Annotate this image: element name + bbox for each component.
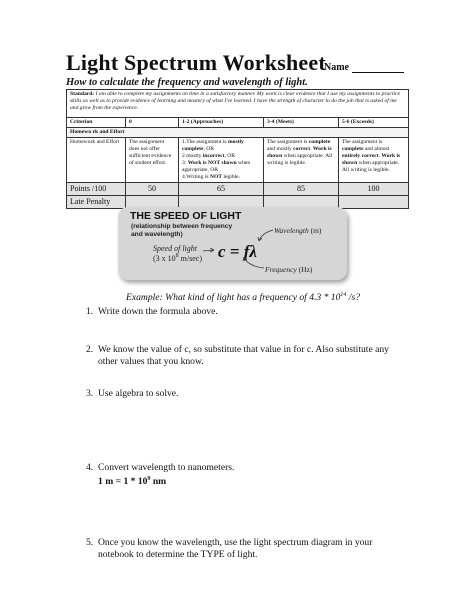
step-4-text: Convert wavelength to nanometers. <box>98 462 235 473</box>
step-1-number: 1. <box>86 306 94 317</box>
header-level-1-2: 1-2 (Approaches) <box>179 118 264 128</box>
header-row <box>67 118 409 128</box>
level-0-cell: The assignment does not offer sufficient evidence of student effort. <box>126 138 179 183</box>
step-5-number: 5. <box>86 537 94 548</box>
section-row <box>67 128 409 138</box>
standard-text: I am able to complete my assignments on time in a satisfactory manner. My work is clear evidence that I use my assignments to practice skills as well as to provide evidence of learning and mastery of what I've learned. I have the strength of character to do the job that is asked of me and grow from the experience. <box>70 91 400 112</box>
speed-of-light-title: THE SPEED OF LIGHT <box>130 210 242 222</box>
formula: c = fλ <box>218 242 257 261</box>
speed-of-light-subtitle: (relationship between frequency and wavelength) <box>131 223 233 238</box>
level-5-6-cell: The assignment is complete and almost entirely correct. Work is shown when appropriate. All writing is legible. <box>339 138 409 183</box>
frequency-label: Frequency (Hz) <box>265 265 313 274</box>
step-3-text: Use algebra to solve. <box>98 388 179 399</box>
criterion-cell: Homework and Effort <box>67 138 126 183</box>
wavelength-label: Wavelength (m) <box>274 226 322 235</box>
points-level-3-4: 85 <box>264 183 339 196</box>
step-2-number: 2. <box>86 344 94 355</box>
step-1-text: Write down the formula above. <box>98 306 218 317</box>
conversion-formula: 1 $m = 1 * 10^9$ nm <box>98 476 167 487</box>
page-subtitle: How to calculate the frequency and wavelength of light. <box>66 77 308 88</box>
speed-of-light-label: Speed of light <box>153 244 197 253</box>
rubric-table <box>66 89 409 209</box>
late-penalty-label: Late Penalty <box>67 196 126 209</box>
section-label: Homewo rk and Effort <box>67 128 409 138</box>
header-level-0: 0 <box>126 118 179 128</box>
level-3-4-cell: The assignment is complete and mostly correct. Work is shown when appropriate. All writing is legible. <box>264 138 339 183</box>
step-3-number: 3. <box>86 388 94 399</box>
speed-of-light-value: (3 x $10^8$ m/sec) <box>153 253 202 263</box>
points-level-0: 50 <box>126 183 179 196</box>
step-2-text: We know the value of c, so substitute that value in for c. Also substitute any other values that you know. <box>98 344 389 367</box>
points-level-1-2: 65 <box>179 183 264 196</box>
level-1-2-cell: 1.The assignment is mostly complete, OR 2.mostly incorrect, OR 3: Work is NOT shown when appropriate, OR 4.Writing is NOT legible. <box>179 138 264 183</box>
pointer-arrows <box>118 207 347 280</box>
header-level-3-4: 3-4 (Meets) <box>264 118 339 128</box>
points-level-5-6: 100 <box>339 183 409 196</box>
name-line <box>352 72 404 73</box>
example-question: Example: What kind of light has a frequency of $4.3 * 10^{14}$ /s? <box>126 292 361 303</box>
points-label: Points /100 <box>67 183 126 196</box>
step-5-text: Once you know the wavelength, use the light spectrum diagram in your notebook to determine the TYPE of light. <box>98 537 373 560</box>
points-row <box>67 183 409 196</box>
step-4-number: 4. <box>86 462 94 473</box>
page-title: Light Spectrum Worksheet <box>66 50 326 75</box>
name-label: Name <box>324 62 349 73</box>
frequency-arrow <box>244 257 264 268</box>
header-level-5-6: 5-6 (Exceeds) <box>339 118 409 128</box>
standard-label: Standard: <box>70 91 95 97</box>
header-criterion: Criterion <box>67 118 126 128</box>
criterion-row <box>67 138 409 183</box>
standard-cell <box>67 90 409 118</box>
standard-row <box>67 90 409 118</box>
